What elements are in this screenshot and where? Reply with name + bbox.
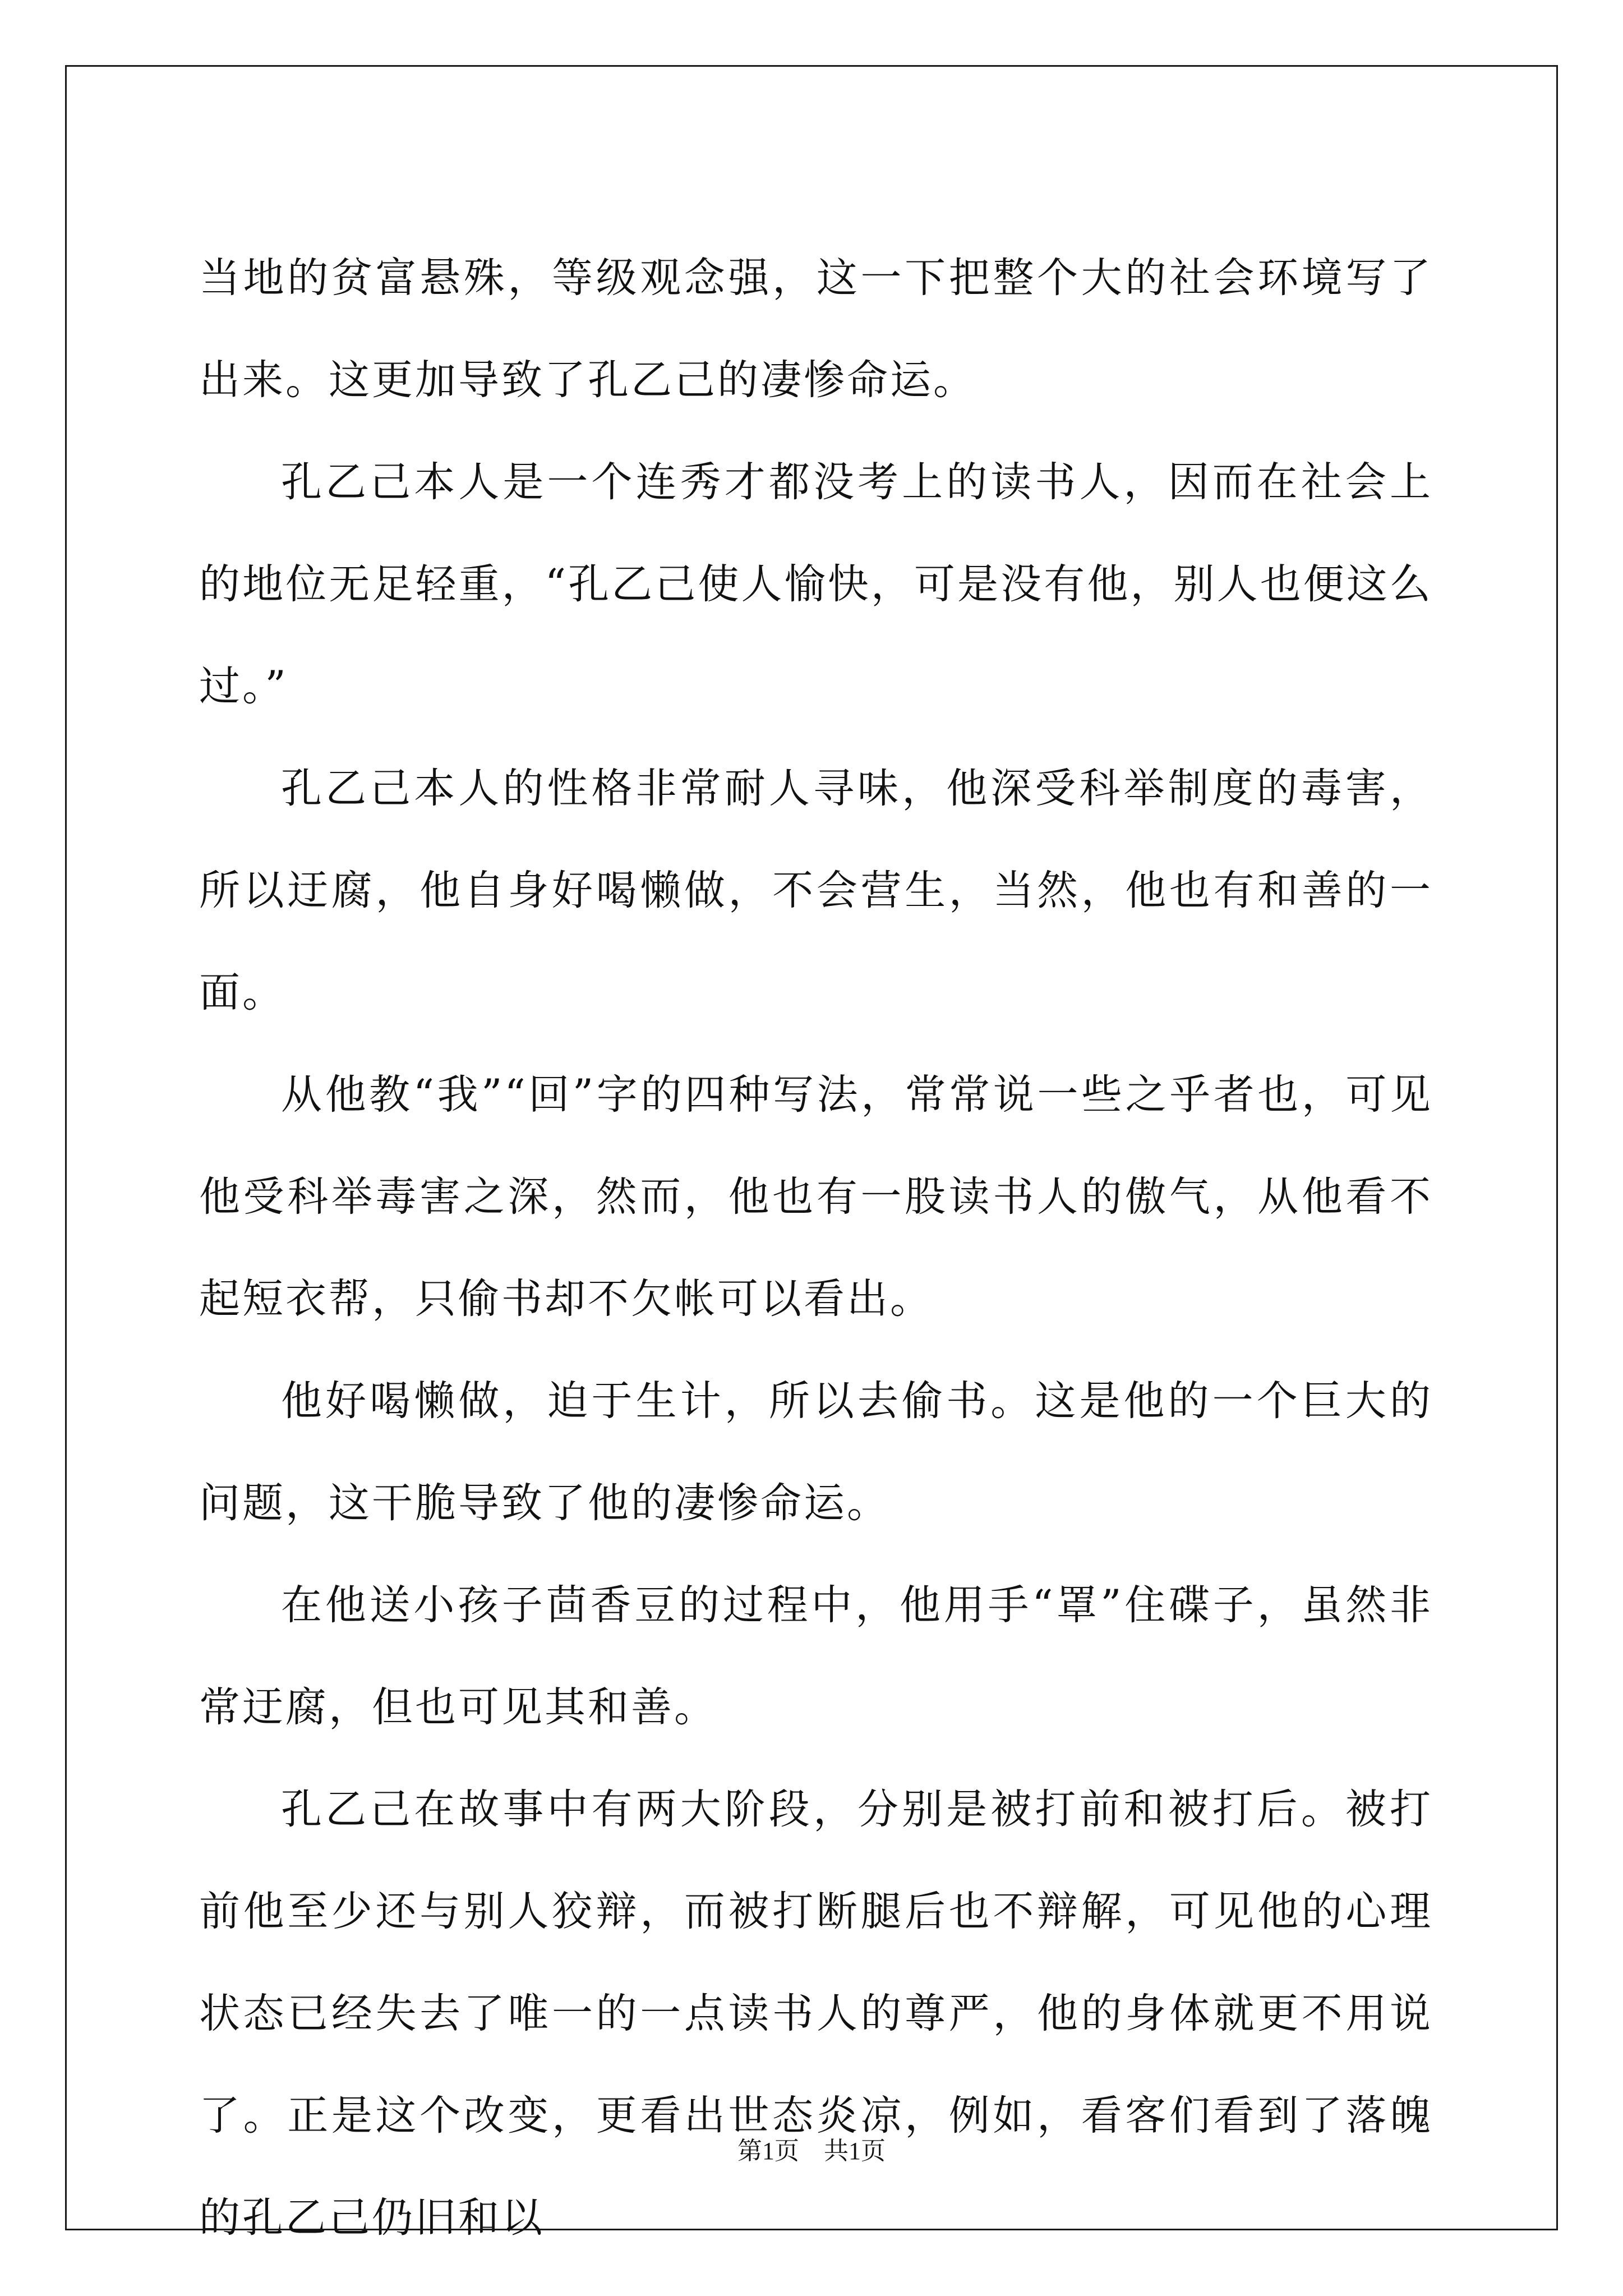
paragraph-3: 孔乙己本人的性格非常耐人寻味，他深受科举制度的毒害，所以迂腐，他自身好喝懒做，不会营生，当然，他也有和善的一面。	[199, 765, 1433, 1016]
paragraph-7: 孔乙己在故事中有两大阶段，分别是被打前和被打后。被打前他至少还与别人狡辩，而被打断腿后也不辩解，可见他的心理状态已经失去了唯一的一点读书人的尊严，他的身体就更不用说了。正是这个改变，更看出世态炎凉，例如，看客们看到了落魄的孔乙己仍旧和以	[199, 1786, 1433, 2242]
paragraph-4: 从他教“我”“回”字的四种写法，常常说一些之乎者也，可见他受科举毒害之深，然而，他也有一股读书人的傲气，从他看不起短衣帮，只偷书却不欠帐可以看出。	[199, 1071, 1433, 1323]
document-body	[199, 227, 1433, 2269]
paragraph-5: 他好喝懒做，迫于生计，所以去偷书。这是他的一个巨大的问题，这干脆导致了他的凄惨命运。	[199, 1377, 1433, 1527]
paragraph-6: 在他送小孩子茴香豆的过程中，他用手“罩”住碟子，虽然非常迂腐，但也可见其和善。	[199, 1581, 1433, 1731]
page-number-footer: 第1页 共1页	[737, 2137, 886, 2165]
paragraph-2: 孔乙己本人是一个连秀才都没考上的读书人，因而在社会上的地位无足轻重，“孔乙己使人愉快，可是没有他，别人也便这么过。”	[199, 458, 1433, 710]
paragraph-1: 当地的贫富悬殊，等级观念强，这一下把整个大的社会环境写了出来。这更加导致了孔乙己的凄惨命运。	[199, 254, 1433, 404]
